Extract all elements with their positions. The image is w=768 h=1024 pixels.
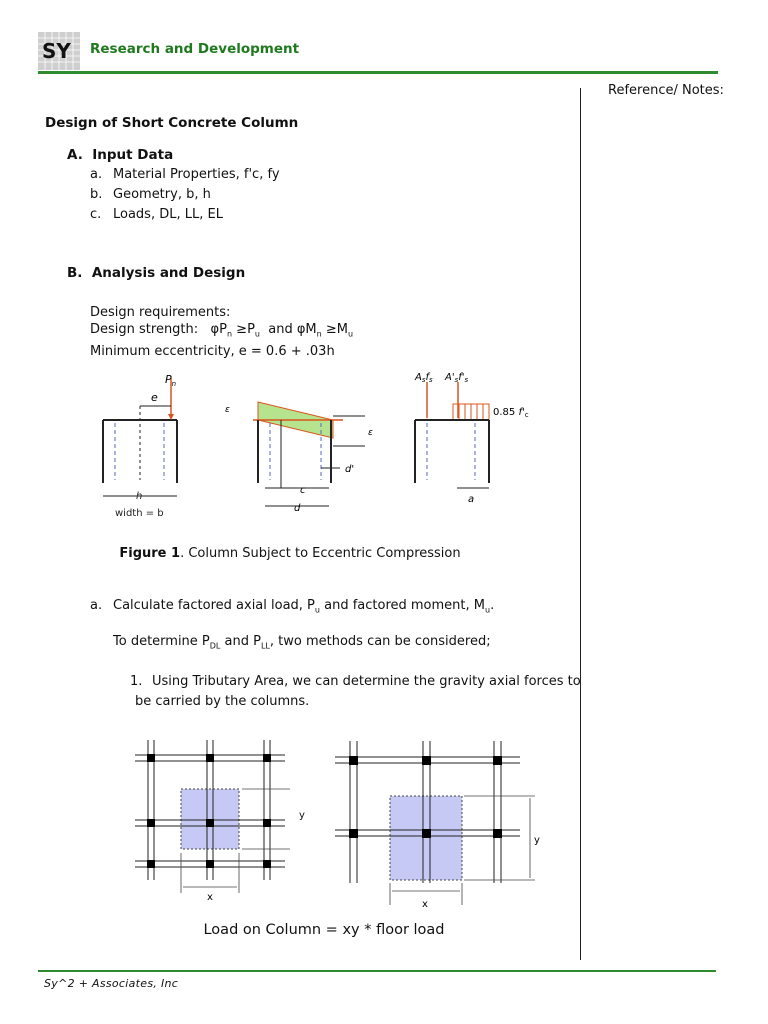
load-formula: Load on Column = xy * floor load <box>203 922 445 938</box>
section-a-title: Input Data <box>92 147 174 163</box>
company-logo <box>38 32 80 70</box>
figure-caption: Figure 1. Column Subject to Eccentric Compression <box>119 546 461 561</box>
design-requirements <box>90 304 353 360</box>
width-label: width = b <box>115 508 164 519</box>
h-label: h <box>136 491 143 502</box>
stress-diagram <box>415 382 489 488</box>
d-label: d <box>294 503 301 514</box>
epsilon-s-label: ε <box>225 405 230 415</box>
column-eccentric-figure <box>95 368 540 538</box>
stress-block-label: 0.85 $f'_c$ <box>493 407 529 419</box>
column-elevation <box>103 378 177 496</box>
list-item: c. Loads, DL, LL, EL <box>90 207 223 222</box>
design-strength-line: Design strength: $\varphi P_n \ge P_u$ and $\varphi M_n \ge M_u$ <box>90 322 354 339</box>
c-label: c <box>300 485 306 496</box>
section-b-heading <box>67 265 245 281</box>
header-rule <box>38 71 718 74</box>
strain-diagram <box>253 402 365 506</box>
section-a-label: A. <box>67 147 83 163</box>
tributary-grid-large <box>330 733 560 913</box>
section-b-title: Analysis and Design <box>91 265 246 281</box>
method-1: 1. Using Tributary Area, we can determine the gravity axial forces to be carried by the columns. <box>130 674 581 709</box>
methods-line: To determine $P_{DL}$ and $P_{LL}$, two methods can be considered; <box>113 634 491 651</box>
as-prime-label: $A'_sf'_s$ <box>445 372 469 384</box>
grid2-x-label: x <box>422 899 428 910</box>
dprime-label: d' <box>345 464 355 475</box>
a-label: a <box>468 494 475 505</box>
eccentricity-line: Minimum eccentricity, e = 0.6 + .03h <box>90 343 335 359</box>
svg-text:SY: SY <box>42 39 71 63</box>
input-data-list <box>90 165 280 225</box>
reference-notes-label: Reference/ Notes: <box>608 83 724 98</box>
list-item: a. Material Properties, f'c, fy <box>90 167 280 182</box>
section-b-label: B. <box>67 265 83 281</box>
epsilon-cu-label: ε <box>368 428 373 438</box>
e-label: e <box>151 391 158 404</box>
pn-label: $P_n$ <box>165 373 177 388</box>
step-a-line: a. Calculate factored axial load, $P_u$ and factored moment, $M_u$. <box>90 598 495 615</box>
footer-company: Sy^2 + Associates, Inc <box>44 977 179 990</box>
tributary-grid-small <box>130 735 290 905</box>
grid1-x-label: x <box>207 892 213 903</box>
section-a-heading <box>67 147 173 163</box>
requirements-line: Design requirements: <box>90 305 231 320</box>
footer-rule <box>38 970 716 972</box>
as-fs-label: $A_sf_s$ <box>415 372 433 384</box>
grid1-y-label: y <box>299 810 305 821</box>
company-name: Research and Development <box>90 41 300 57</box>
grid2-y-label: y <box>534 835 540 846</box>
notes-divider <box>580 88 581 960</box>
list-item: b. Geometry, b, h <box>90 187 211 202</box>
document-title: Design of Short Concrete Column <box>45 115 299 131</box>
